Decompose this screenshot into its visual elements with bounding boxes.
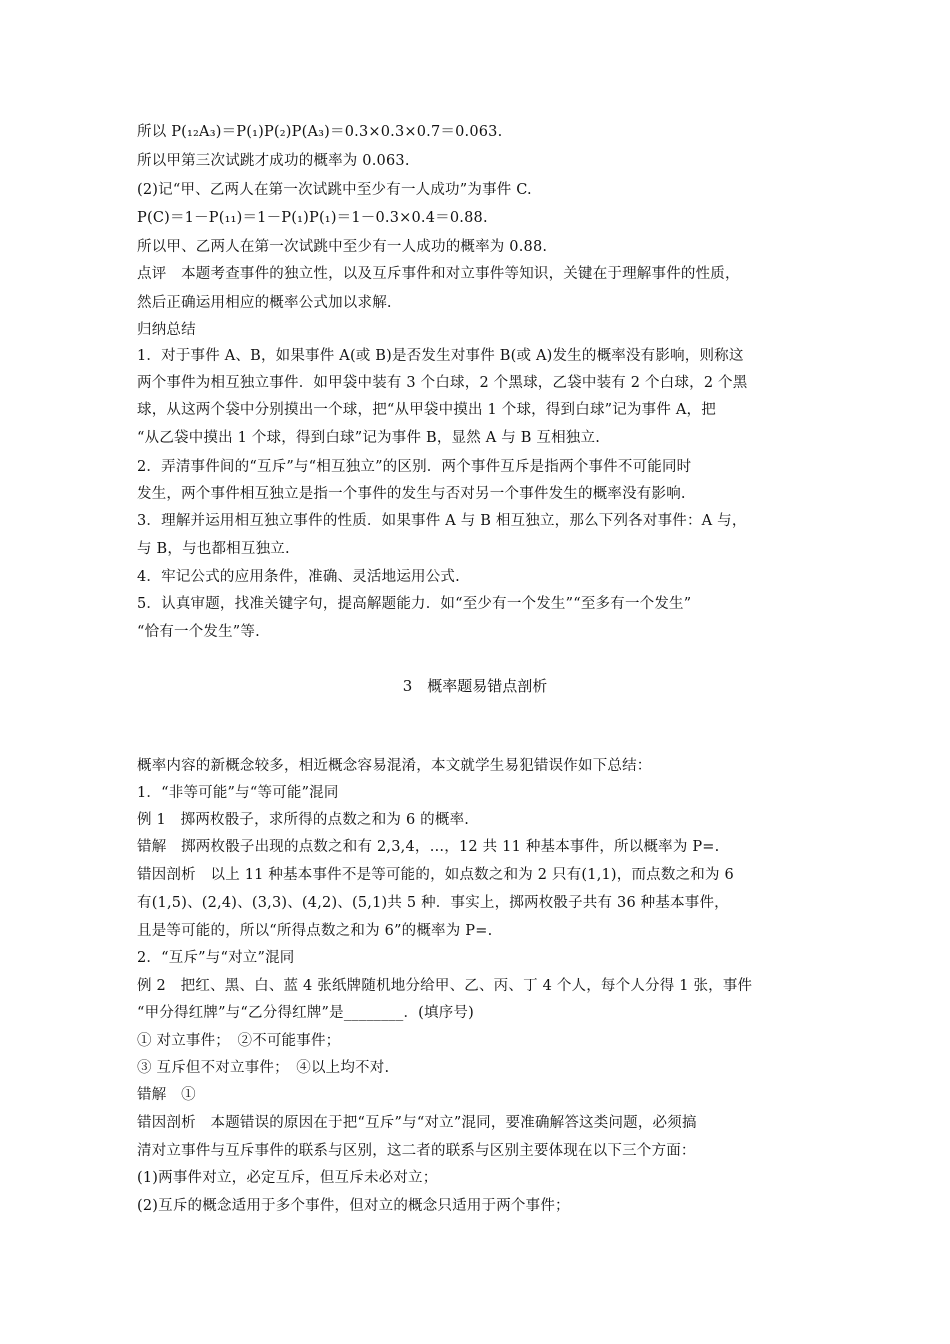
option-line: ③ 互斥但不对立事件； ④以上均不对. xyxy=(137,1060,390,1076)
text-line: 两个事件为相互独立事件．如甲袋中装有 3 个白球，2 个黑球，乙袋中装有 2 个白球，2 个黑 xyxy=(137,375,748,391)
text-line: 有(1,5)、(2,4)、(3,3)、(4,2)、(5,1)共 5 种．事实上，掷两枚骰子共有 36 种基本事件， xyxy=(137,895,729,911)
text-line: 概率内容的新概念较多，相近概念容易混淆，本文就学生易犯错误作如下总结： xyxy=(137,758,652,774)
text-line: “恰有一个发生”等. xyxy=(137,624,260,640)
text-line: 且是等可能的，所以“所得点数之和为 6”的概率为 P=. xyxy=(137,923,493,939)
text-line: 3．理解并运用相互独立事件的性质．如果事件 A 与 B 相互独立，那么下列各对事件：A 与， xyxy=(137,513,747,529)
text-line: 错解 掷两枚骰子出现的点数之和有 2,3,4，…，12 共 11 种基本事件，所以概率为 P=. xyxy=(137,839,720,855)
text-line: 1．对于事件 A、B，如果事件 A(或 B)是否发生对事件 B(或 A)发生的概率没有影响，则称这 xyxy=(137,348,744,364)
text-line: “甲分得红牌”与“乙分得红牌”是________．(填序号) xyxy=(137,1005,474,1021)
section-title: 3 概率题易错点剖析 xyxy=(402,677,548,695)
text-line: 4．牢记公式的应用条件，准确、灵活地运用公式. xyxy=(137,569,460,585)
text-line: 例 1 掷两枚骰子，求所得的点数之和为 6 的概率. xyxy=(137,812,470,828)
text-line: 清对立事件与互斥事件的联系与区别，这二者的联系与区别主要体现在以下三个方面： xyxy=(137,1143,696,1159)
text-line: (2)记“甲、乙两人在第一次试跳中至少有一人成功”为事件 C. xyxy=(137,182,532,198)
section-heading: 归纳总结 xyxy=(137,322,196,338)
text-line: 错因剖析 以上 11 种基本事件不是等可能的，如点数之和为 2 只有(1,1)，而点数之和为 6 xyxy=(137,867,734,883)
text-line: 错因剖析 本题错误的原因在于把“互斥”与“对立”混同，要准确解答这类问题，必须搞 xyxy=(137,1115,697,1131)
text-line: 5．认真审题，找准关键字句，提高解题能力．如“至少有一个发生”“至多有一个发生” xyxy=(137,596,692,612)
text-line: 所以 P(₁₂A₃)＝P(₁)P(₂)P(A₃)＝0.3×0.3×0.7＝0.063. xyxy=(137,124,503,140)
text-line: 2．“互斥”与“对立”混同 xyxy=(137,950,295,966)
text-line: 例 2 把红、黑、白、蓝 4 张纸牌随机地分给甲、乙、丙、丁 4 个人，每个人分得 1 张，事件 xyxy=(137,978,753,994)
text-line: P(C)＝1－P(₁₁)＝1－P(₁)P(₁)＝1－0.3×0.4＝0.88. xyxy=(137,210,488,226)
text-line: 然后正确运用相应的概率公式加以求解. xyxy=(137,295,392,311)
text-line: 错解 ① xyxy=(137,1087,196,1103)
text-line: 2．弄清事件间的“互斥”与“相互独立”的区别．两个事件互斥是指两个事件不可能同时 xyxy=(137,459,692,475)
text-line: 1．“非等可能”与“等可能”混同 xyxy=(137,785,339,801)
text-line: 与 B，与也都相互独立. xyxy=(137,541,290,557)
option-line: ① 对立事件； ②不可能事件； xyxy=(137,1033,341,1049)
text-line: (2)互斥的概念适用于多个事件，但对立的概念只适用于两个事件； xyxy=(137,1198,570,1214)
text-line: 点评 本题考查事件的独立性，以及互斥事件和对立事件等知识，关键在于理解事件的性质， xyxy=(137,266,740,282)
text-line: 球，从这两个袋中分别摸出一个球，把“从甲袋中摸出 1 个球，得到白球”记为事件 A，把 xyxy=(137,402,716,418)
text-line: 所以甲、乙两人在第一次试跳中至少有一人成功的概率为 0.88. xyxy=(137,239,548,255)
text-line: 所以甲第三次试跳才成功的概率为 0.063. xyxy=(137,153,410,169)
text-line: “从乙袋中摸出 1 个球，得到白球”记为事件 B，显然 A 与 B 互相独立. xyxy=(137,430,601,446)
text-line: 发生，两个事件相互独立是指一个事件的发生与否对另一个事件发生的概率没有影响. xyxy=(137,486,686,502)
text-line: (1)两事件对立，必定互斥，但互斥未必对立； xyxy=(137,1170,438,1186)
